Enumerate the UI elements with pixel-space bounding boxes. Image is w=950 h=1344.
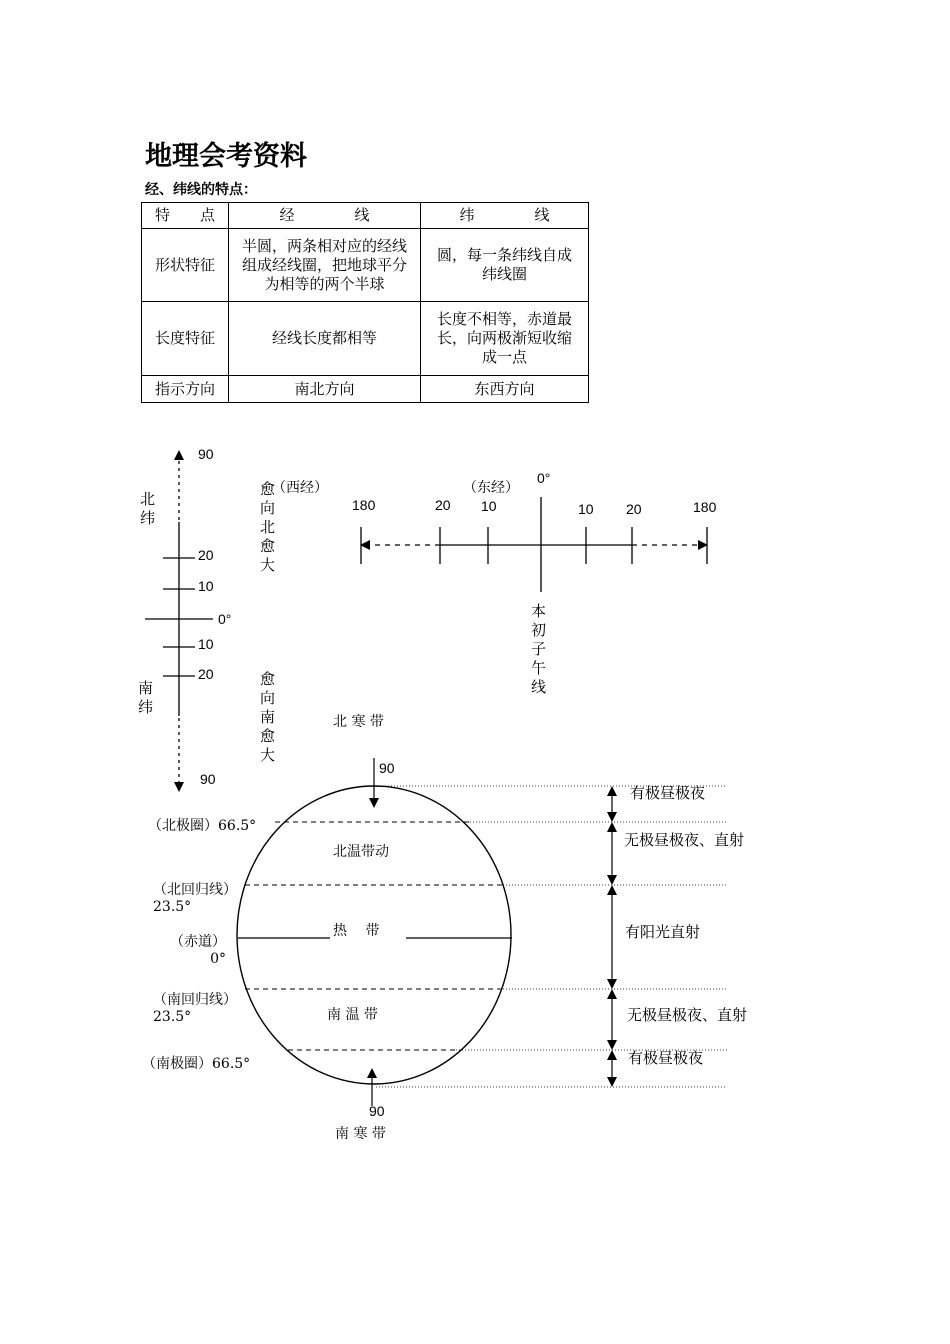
- tropical-zone: 热 带: [333, 923, 380, 939]
- page-title: 地理会考资料: [145, 141, 307, 172]
- north-frigid-zone: 北 寒 带: [333, 714, 384, 730]
- lat-zero: 0°: [218, 611, 232, 627]
- east-longitude-label: （东经）: [463, 480, 519, 496]
- south-pole-90: 90: [369, 1103, 385, 1119]
- header-meridian: 经 线: [229, 203, 421, 229]
- north-pole-90: 90: [379, 760, 395, 776]
- section-subtitle: 经、纬线的特点：: [145, 182, 257, 198]
- cell-meridian: 经线长度都相等: [229, 302, 421, 376]
- lat-bottom-90: 90: [200, 771, 216, 787]
- north-temperate-zone: 北温带动: [333, 844, 389, 860]
- lon-tick-e10: 10: [578, 501, 594, 517]
- cell-parallel: 长度不相等，赤道最长，向两极渐短收缩成一点: [421, 302, 589, 376]
- equator-label: （赤道）0°: [170, 934, 226, 967]
- lat-tick-n10: 10: [198, 578, 214, 594]
- cell-parallel: 东西方向: [421, 376, 589, 403]
- cell-parallel: 圆，每一条纬线自成纬线圈: [421, 229, 589, 302]
- longitude-axis: [361, 497, 707, 592]
- west-longitude-label: [272, 477, 332, 497]
- south-latitude-label: 南纬: [138, 679, 154, 716]
- antarctic-circle-label: （南极圈）66.5°: [142, 1056, 251, 1072]
- lon-tick-w180: 180: [352, 497, 376, 513]
- lat-tick-s20: 20: [198, 666, 214, 682]
- cell-feature: 长度特征: [142, 302, 229, 376]
- cell-meridian: 南北方向: [229, 376, 421, 403]
- cell-meridian: 半圆，两条相对应的经线组成经线圈，把地球平分为相等的两个半球: [229, 229, 421, 302]
- west-longitude-text: （西经）: [272, 480, 328, 496]
- arctic-circle-label: （北极圈）66.5°: [148, 818, 257, 834]
- north-latitude-label: 北纬: [140, 490, 156, 527]
- cell-feature: 形状特征: [142, 229, 229, 302]
- lon-tick-w10: 10: [481, 498, 497, 514]
- prime-meridian-label: 本初子午线: [531, 602, 547, 696]
- tropic-capricorn-label: （南回归线）23.5°: [153, 992, 237, 1025]
- lat-tick-n20: 20: [198, 547, 214, 563]
- header-parallel: 纬 线: [421, 203, 589, 229]
- note-temperate-north: 无极昼极夜、直射: [624, 831, 745, 849]
- south-increase-note: 愈向南愈大: [260, 670, 276, 764]
- tropic-cancer-label: （北回归线）23.5°: [153, 882, 237, 915]
- note-polar-south: 有极昼极夜: [628, 1049, 704, 1067]
- note-polar-north: 有极昼极夜: [630, 784, 706, 802]
- lon-tick-e20: 20: [626, 501, 642, 517]
- south-temperate-zone: 南 温 带: [327, 1007, 378, 1023]
- cell-feature: 指示方向: [142, 376, 229, 403]
- note-temperate-south: 无极昼极夜、直射: [627, 1006, 748, 1024]
- lon-tick-w20: 20: [435, 497, 451, 513]
- note-tropical: 有阳光直射: [625, 923, 701, 941]
- lat-tick-s10: 10: [198, 636, 214, 652]
- lon-tick-e180: 180: [693, 499, 717, 515]
- north-increase-note: 愈向北愈大: [260, 480, 276, 574]
- lon-zero: 0°: [537, 470, 551, 486]
- lat-top-90: 90: [198, 446, 214, 462]
- south-frigid-zone: 南 寒 带: [335, 1126, 386, 1142]
- header-feature: 特 点: [142, 203, 229, 229]
